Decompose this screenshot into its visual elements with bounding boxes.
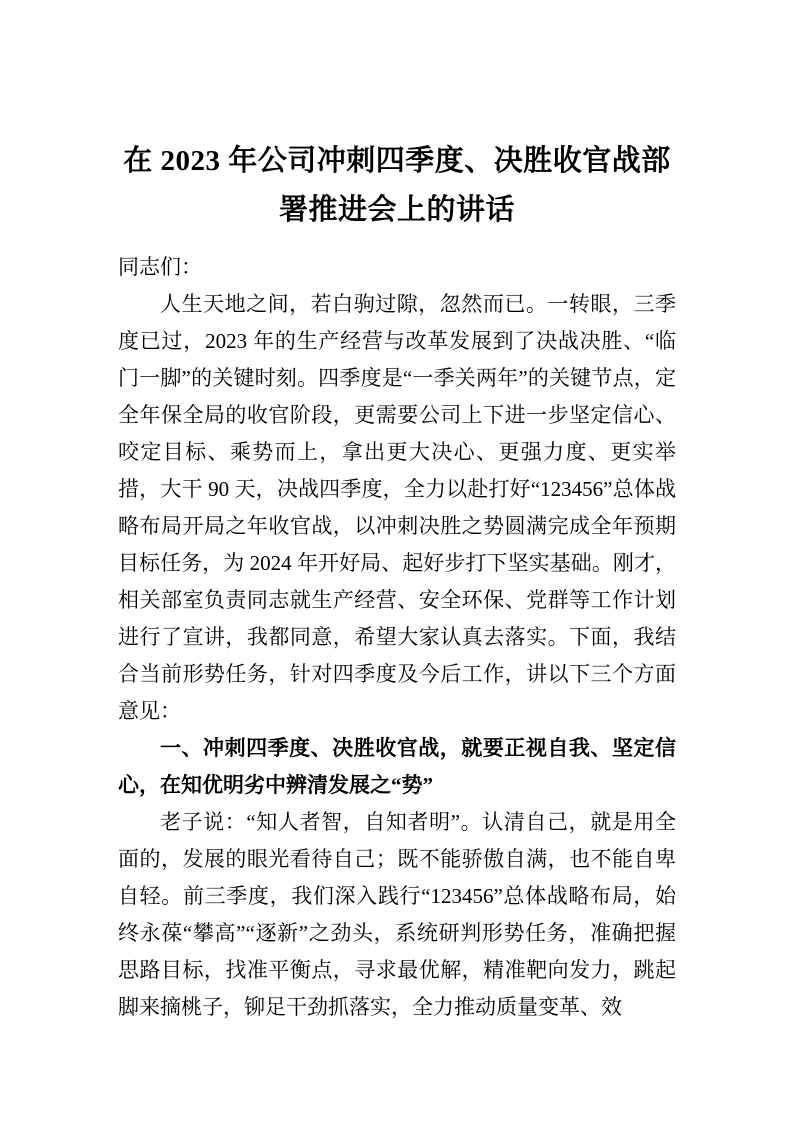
body-paragraph-1: 人生天地之间，若白驹过隙，忽然而已。一转眼，三季度已过，2023 年的生产经营与改革发展到了决战决胜、“临门一脚”的关键时刻。四季度是“一季关两年”的关键节点，定全年保全局的收官阶段，更需要公司上下进一步坚定信心、咬定目标、乘势而上，拿出更大决心、更强力度、更实举措，大干 90 天，决战四季度，全力以赴打好“123456”总体战略布局开局之年收官战，以冲刺决胜之势圆满完成全年预期目标任务，为 2024 年开好局、起好步打下坚实基础。刚才，相关部室负责同志就生产经营、安全环保、党群等工作计划进行了宣讲，我都同意，希望大家认真去落实。下面，我结合当前形势任务，针对四季度及今后工作，讲以下三个方面意见： [118,292,676,723]
body-paragraph-2: 老子说：“知人者智，自知者明”。认清自己，就是用全面的，发展的眼光看待自己；既不能骄傲自满，也不能自卑自轻。前三季度，我们深入践行“123456”总体战略布局，始终永葆“攀高”“逐新”之劲头，系统研判形势任务，准确把握思路目标，找准平衡点，寻求最优解，精准靶向发力，跳起脚来摘桃子，铆足干劲抓落实，全力推动质量变革、效 [118,810,676,1019]
document-title: 在 2023 年公司冲刺四季度、决胜收官战部署推进会上的讲话 [123,145,671,226]
salutation-line: 同志们： [118,255,202,279]
document-body [118,249,676,1026]
section-heading-1: 一、冲刺四季度、决胜收官战，就要正视自我、坚定信心，在知优明劣中辨清发展之“势” [118,736,676,797]
document-content [118,137,676,1026]
